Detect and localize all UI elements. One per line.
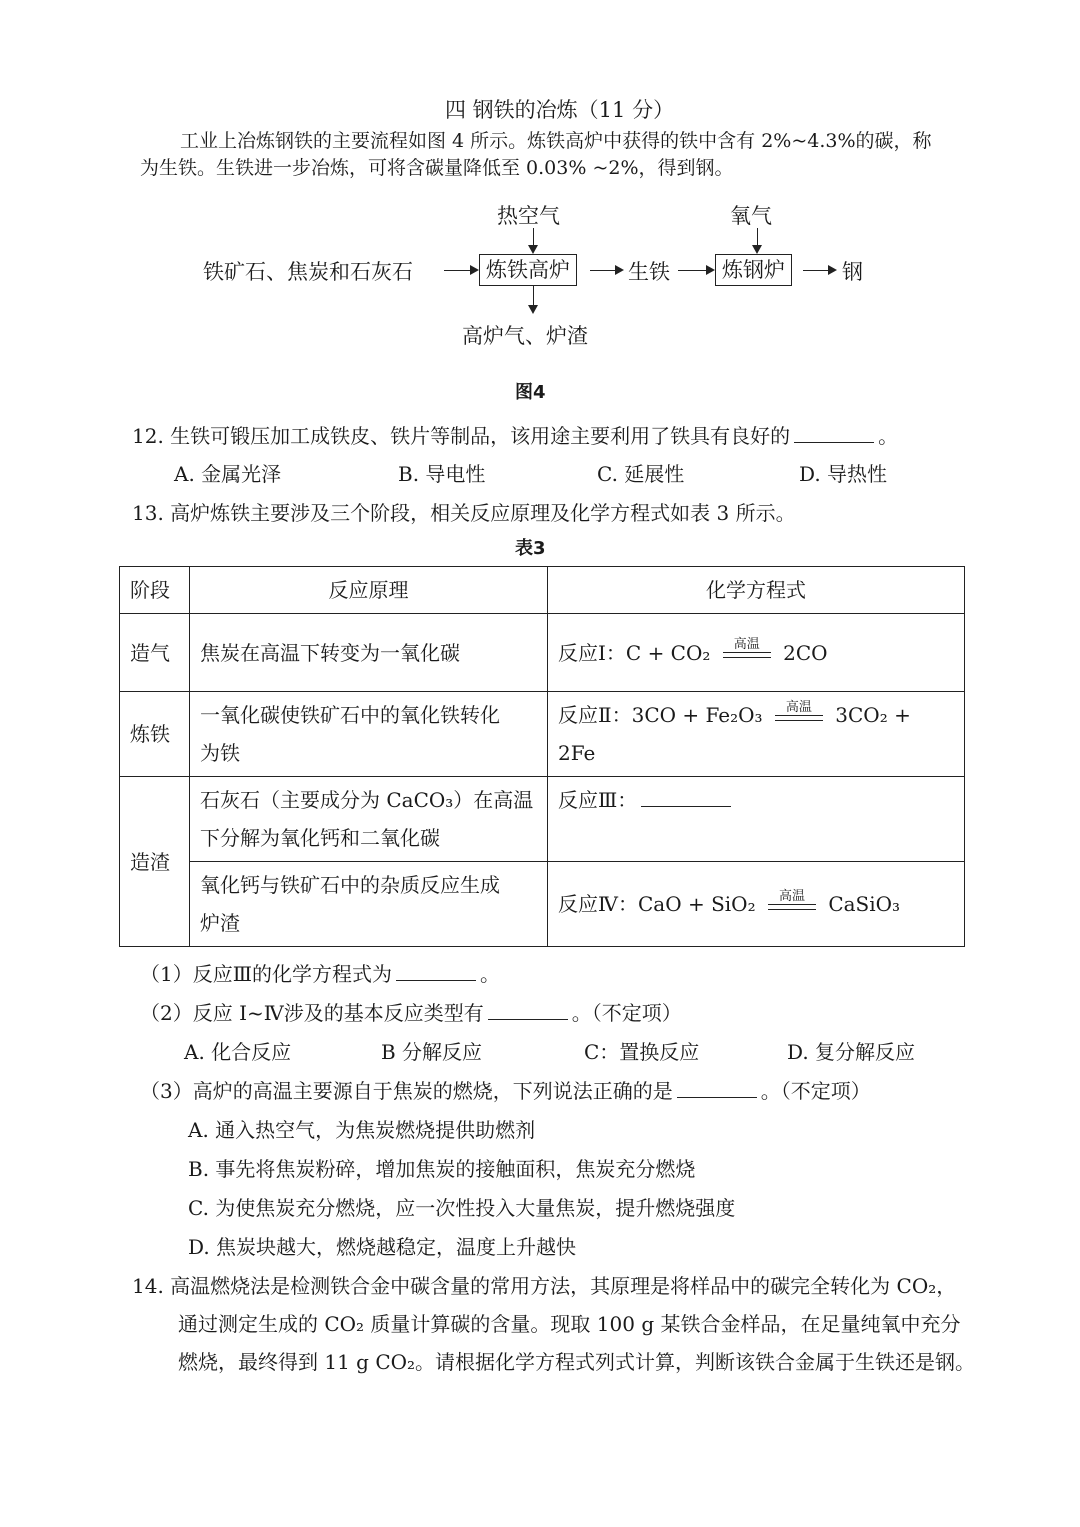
high-temp-sign: 高温 <box>768 890 816 910</box>
sub3-blank[interactable] <box>677 1079 757 1098</box>
q14-line-2: 通过测定生成的 CO₂ 质量计算碳的含量。现取 100 g 某铁合金样品，在足量纯氧中充分 <box>178 1312 961 1336</box>
q12-option-a[interactable]: A. 金属光泽 <box>174 462 282 486</box>
principle-iron: 一氧化碳使铁矿石中的氧化铁转化 为铁 <box>190 692 548 777</box>
high-temp-sign: 高温 <box>723 638 771 658</box>
header-stage: 阶段 <box>120 567 190 614</box>
principle-slag-1: 石灰石（主要成分为 CaCO₃）在高温 下分解为氧化钙和二氧化碳 <box>190 777 548 862</box>
section-title: 四 钢铁的冶炼（11 分） <box>445 98 675 122</box>
q13-sub1: （1）反应Ⅲ的化学方程式为 。 <box>140 962 501 986</box>
pig-to-steel-arrow <box>678 270 713 271</box>
sub2-blank[interactable] <box>488 1001 568 1020</box>
steel-furnace-box: 炼钢炉 <box>715 254 792 286</box>
q12-blank[interactable] <box>794 424 874 443</box>
intro-line-2: 为生铁。生铁进一步冶炼，可将含碳量降低至 0.03% ~2%，得到钢。 <box>140 157 734 179</box>
intro-line-1: 工业上冶炼钢铁的主要流程如图 4 所示。炼铁高炉中获得的铁中含有 2%~4.3%的碳，称 <box>180 130 932 152</box>
principle-gas: 焦炭在高温下转变为一氧化碳 <box>190 614 548 692</box>
oxygen-label: 氧气 <box>730 204 772 228</box>
sub2-option-c[interactable]: C：置换反应 <box>584 1040 700 1064</box>
q12-option-c[interactable]: C. 延展性 <box>597 462 685 486</box>
q13-stem: 13. 高炉炼铁主要涉及三个阶段，相关反应原理及化学方程式如表 3 所示。 <box>132 501 796 525</box>
sub2-option-a[interactable]: A. 化合反应 <box>184 1040 292 1064</box>
q13-sub3: （3）高炉的高温主要源自于焦炭的燃烧，下列说法正确的是 。（不定项） <box>140 1079 871 1103</box>
equation-r3: 反应Ⅲ： <box>548 777 965 862</box>
sub3-option-d[interactable]: D. 焦炭块越大，燃烧越稳定，温度上升越快 <box>188 1235 577 1259</box>
q14-line-3: 燃烧，最终得到 11 g CO₂。请根据化学方程式列式计算，判断该铁合金属于生铁还是钢。 <box>178 1350 976 1374</box>
equation-r2: 反应Ⅱ：3CO + Fe₂O₃ 高温 3CO₂ + 2Fe <box>548 692 965 777</box>
sub1-blank[interactable] <box>396 962 476 981</box>
hot-air-arrow <box>533 228 534 252</box>
principle-slag-2: 氧化钙与铁矿石中的杂质反应生成 炉渣 <box>190 862 548 947</box>
stage-gas: 造气 <box>120 614 190 692</box>
steel-furnace-out-arrow <box>803 270 835 271</box>
q12-option-d[interactable]: D. 导热性 <box>799 462 888 486</box>
sub3-option-a[interactable]: A. 通入热空气，为焦炭燃烧提供助燃剂 <box>188 1118 536 1142</box>
header-principle: 反应原理 <box>190 567 548 614</box>
stage-iron: 炼铁 <box>120 692 190 777</box>
header-equation: 化学方程式 <box>548 567 965 614</box>
input-arrow <box>444 270 477 271</box>
steel-label: 钢 <box>842 260 863 284</box>
sub2-option-d[interactable]: D. 复分解反应 <box>787 1040 916 1064</box>
sub3-option-c[interactable]: C. 为使焦炭充分燃烧，应一次性投入大量焦炭，提升燃烧强度 <box>188 1196 736 1220</box>
q12-stem: 12. 生铁可锻压加工成铁皮、铁片等制品，该用途主要利用了铁具有良好的 。 <box>132 424 899 448</box>
high-temp-sign: 高温 <box>775 701 823 721</box>
input-materials: 铁矿石、焦炭和石灰石 <box>203 260 413 284</box>
hot-air-label: 热空气 <box>497 204 560 228</box>
oxygen-arrow <box>757 228 758 252</box>
q12-option-b[interactable]: B. 导电性 <box>398 462 486 486</box>
q13-sub2: （2）反应 Ⅰ~Ⅳ涉及的基本反应类型有 。（不定项） <box>140 1001 682 1025</box>
pig-iron-label: 生铁 <box>628 260 670 284</box>
table-caption: 表3 <box>515 538 546 559</box>
sub2-option-b[interactable]: B 分解反应 <box>381 1040 483 1064</box>
equation-r1: 反应Ⅰ：C + CO₂ 高温 2CO <box>548 614 965 692</box>
furnace-to-pig-arrow <box>590 270 622 271</box>
r3-blank[interactable] <box>641 788 731 807</box>
figure-caption: 图4 <box>515 382 546 403</box>
stage-slag: 造渣 <box>120 777 190 947</box>
q14-line-1: 14. 高温燃烧法是检测铁合金中碳含量的常用方法，其原理是将样品中的碳完全转化为 CO₂， <box>132 1274 957 1298</box>
equation-r4: 反应Ⅳ：CaO + SiO₂ 高温 CaSiO₃ <box>548 862 965 947</box>
reaction-table <box>119 566 965 947</box>
sub3-option-b[interactable]: B. 事先将焦炭粉碎，增加焦炭的接触面积，焦炭充分燃烧 <box>188 1157 696 1181</box>
byproducts-label: 高炉气、炉渣 <box>462 324 588 348</box>
furnace-box: 炼铁高炉 <box>479 254 577 286</box>
byproduct-arrow <box>533 286 534 312</box>
